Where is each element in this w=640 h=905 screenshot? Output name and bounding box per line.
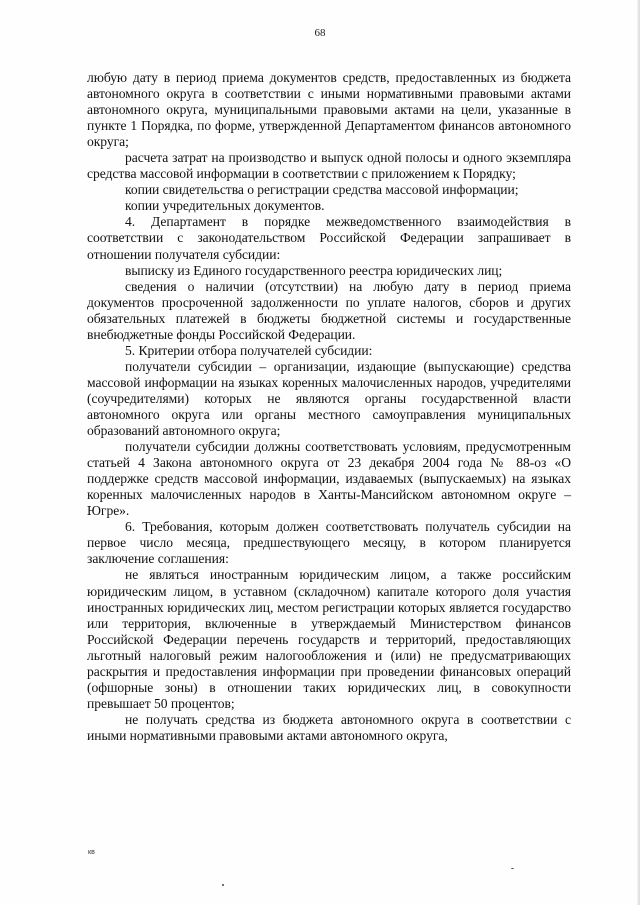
paragraph-5: 4. Департамент в порядке межведомственного взаимодействия в соответствии с законодательством Российской Федерации запрашивает в отношении получателя субсидии:: [87, 214, 571, 262]
paragraph-13: не получать средства из бюджета автономного округа в соответствии с иными нормативными правовыми актами автономного округа,: [87, 711, 571, 743]
paragraph-3: копии свидетельства о регистрации средства массовой информации;: [125, 182, 519, 198]
paragraph-6: выписку из Единого государственного реестра юридических лиц;: [125, 262, 503, 278]
footer-mark: кв: [88, 849, 95, 856]
paragraph-11: 6. Требования, которым должен соответствовать получатель субсидии на первое число месяца, предшествующего месяцу, в котором планируется заключение соглашения:: [87, 519, 571, 567]
paragraph-12: не являться иностранным юридическим лицом, а также российским юридическим лицом, в уставном (складочном) капитале которого доля участия иностранных юридических лиц, местом регистрации которых является государство или территория, включенные в утверждаемый Министерством финансов Российской Федерации перечень государств и территорий, предоставляющих льготный налоговый режим налогообложения и (или) не предусматривающих раскрытия и предоставления информации при проведении финансовых операций (офшорные зоны) в отношении таких юридических лиц, в совокупности превышает 50 процентов;: [87, 567, 571, 711]
paragraph-4: копии учредительных документов.: [125, 198, 325, 214]
paragraph-1: любую дату в период приема документов средств, предоставленных из бюджета автономного округа в соответствии с иными нормативными правовыми актами автономного округа, муниципальными правовыми актами на цели, указанные в пункте 1 Порядка, по форме, утвержденной Департаментом финансов автономного округа;: [87, 70, 571, 150]
paragraph-8: 5. Критерии отбора получателей субсидии:: [125, 342, 373, 358]
scan-speck: [222, 884, 224, 886]
paragraph-9: получатели субсидии – организации, издающие (выпускающие) средства массовой информации на языках коренных малочисленных народов, учредителями (соучредителями) которых не являются органы государственной власти автономного округа или органы местного самоуправления муниципальных образований автономного округа;: [87, 358, 571, 439]
document-body: [87, 70, 571, 744]
paragraph-7: сведения о наличии (отсутствии) на любую дату в период приема документов просроченной задолженности по уплате налогов, сборов и других обязательных платежей в бюджеты бюджетной системы и государственные внебюджетные фонды Российской Федерации.: [87, 278, 571, 342]
paragraph-2: расчета затрат на производство и выпуск одной полосы и одного экземпляра средства массовой информации в соответствии с приложением к Порядку;: [87, 150, 571, 182]
paragraph-10: получатели субсидии должны соответствовать условиям, предусмотренным статьей 4 Закона автономного округа от 23 декабря 2004 года № 88-оз «О поддержке средств массовой информации, издаваемых (выпускаемых) на языках коренных малочисленных народов в Ханты-Мансийском автономном округе – Югре».: [87, 439, 571, 519]
page-number: 68: [314, 27, 326, 39]
scan-speck: [511, 868, 514, 869]
